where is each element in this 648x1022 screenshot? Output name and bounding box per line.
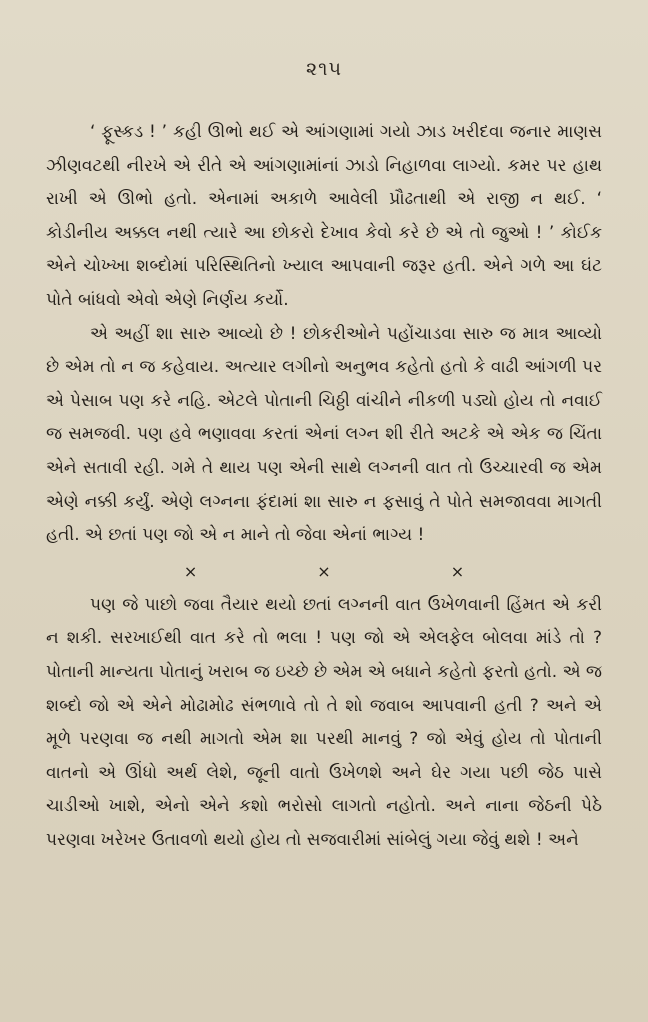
paragraph-3: પણ જે પાછો જવા તૈયાર થયો છતાં લગ્નની વાત ઉખેળવાની હિંમત એ કરી ન શકી. સરખાઈથી વાત કરે તો ભલા ! પણ જો એ એલફેલ બોલવા માંડે તો ? પોતાની માન્યતા પોતાનું ખરાબ જ ઇચ્છે છે એમ એ બધાને કહેતો ફરતો હતો. એ જ શબ્દો જો એ એને મોઢામોઢ સંભળાવે તો તે શો જવાબ આપવાની હતી ? અને એ મૂળે પરણવા જ નથી માગતો એમ શા પરથી માનવું ? જો એવું હોય તો પોતાની વાતનો એ ઊંધો અર્થ લેશે, જૂની વાતો ઉખેળશે અને ઘેર ગયા પછી જેઠ પાસે ચાડીઓ ખાશે, એનો એને કશો ભરોસો લાગતો નહોતો. અને નાના જેઠની પેઠે પરણવા ખરેખર ઉતાવળો થયો હોય તો સજવારીમાં સાંબેલું ગયા જેવું થશે ! અને: [46, 594, 602, 850]
section-separator: [46, 559, 602, 585]
page-number: ૨૧૫: [306, 58, 342, 80]
separator-mark: ×: [183, 561, 198, 581]
separator-mark: ×: [317, 561, 331, 581]
paragraph-2: એ અહીં શા સારુ આવ્યો છે ! છોકરીઓને પહોંચાડવા સારુ જ માત્ર આવ્યો છે એમ તો ન જ કહેવાય. અત્યાર લગીનો અનુભવ કહેતો હતો કે વાઢી આંગળી પર એ પેસાબ પણ કરે નહિ. એટલે પોતાની ચિઠ્ઠી વાંચીને નીકળી પડ્યો હોય તો નવાઈ જ સમજવી. પણ હવે ભણાવવા કરતાં એનાં લગ્ન શી રીતે અટકે એ એક જ ચિંતા એને સતાવી રહી. ગમે તે થાય પણ એની સાથે લગ્નની વાત તો ઉચ્ચારવી જ એમ એણે નક્કી કર્યું. એણે લગ્નના ફંદામાં શા સારુ ન ફસાવું તે પોતે સમજાવવા માગતી હતી. એ છતાં પણ જો એ ન માને તો જેવા એનાં ભાગ્ય !: [46, 323, 602, 546]
paragraph-1: ‘ ફૂસ્કડ ! ’ કહી ઊભો થઈ એ આંગણામાં ગયો ઝાડ ખરીદવા જનાર માણસ ઝીણવટથી નીરખે એ રીતે એ આંગણામાંનાં ઝાડો નિહાળવા લાગ્યો. કમર પર હાથ રાખી એ ઊભો હતો. એનામાં અકાળે આવેલી પ્રૌઢતાથી એ રાજી ન થઈ. ‘ કોડીનીય અક્કલ નથી ત્યારે આ છોકરો દેખાવ કેવો કરે છે એ તો જુઓ ! ’ કોઈક એને ચોખ્ખા શબ્દોમાં પરિસ્થિતિનો ખ્યાલ આપવાની જરૂર હતી. એને ગળે આ ઘંટ પોતે બાંધવો એવો એણે નિર્ણય કર્યો.: [46, 122, 602, 310]
separator-mark: ×: [450, 561, 465, 581]
